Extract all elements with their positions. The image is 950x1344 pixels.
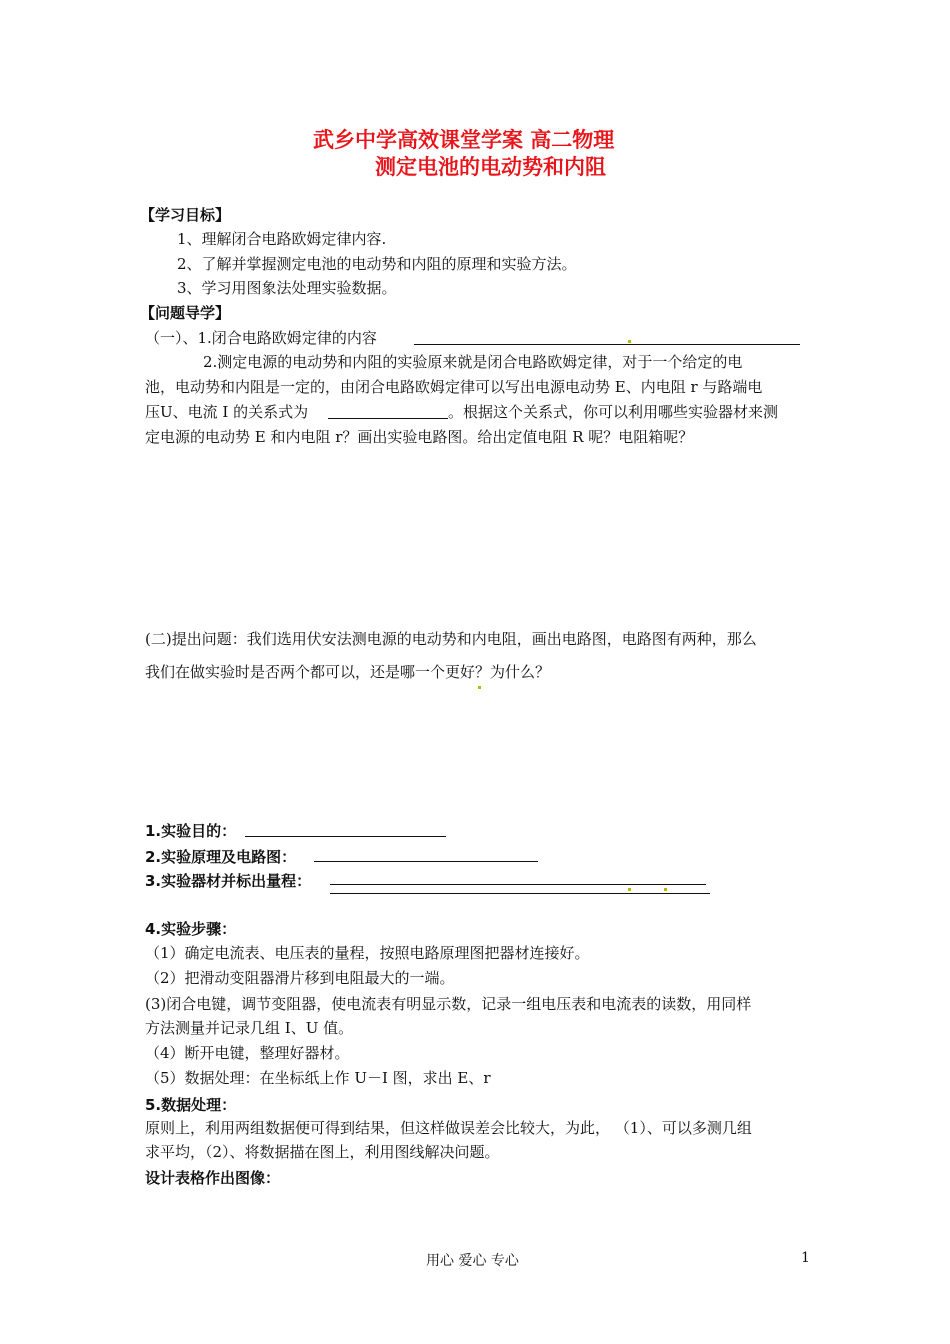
question-2-line-3b: 。根据这个关系式，你可以利用哪些实验器材来测 bbox=[448, 403, 779, 421]
footer-motto: 用心 爱心 专心 bbox=[426, 1253, 519, 1269]
experiment-purpose-label: 1.实验目的： bbox=[145, 822, 237, 840]
part-2-line-1: (二)提出问题：我们选用伏安法测电源的电动势和内电阻，画出电路图，电路图有两种，那么 bbox=[145, 630, 757, 648]
objective-item: 3、学习用图象法处理实验数据。 bbox=[177, 279, 397, 297]
page-number: 1 bbox=[801, 1250, 810, 1266]
step-item: （4）断开电键，整理好器材。 bbox=[145, 1044, 350, 1062]
speck-mark bbox=[664, 888, 667, 891]
step-item: （1）确定电流表、电压表的量程，按照电路原理图把器材连接好。 bbox=[145, 944, 590, 962]
experiment-equipment-label: 3.实验器材并标出量程： bbox=[145, 872, 312, 890]
question-2-line-2: 池，电动势和内阻是一定的，由闭合电路欧姆定律可以写出电源电动势 E、内电阻 r 与路端电 bbox=[145, 378, 763, 396]
part-2-line-2: 我们在做实验时是否两个都可以，还是哪一个更好？为什么？ bbox=[145, 663, 551, 681]
speck-mark bbox=[478, 686, 481, 689]
step-item: 方法测量并记录几组 I、U 值。 bbox=[145, 1019, 354, 1037]
step-item: （2）把滑动变阻器滑片移到电阻最大的一端。 bbox=[145, 969, 455, 987]
speck-mark bbox=[628, 340, 631, 343]
question-2-line-1: 2.测定电源的电动势和内阻的实验原来就是闭合电路欧姆定律，对于一个给定的电 bbox=[203, 353, 743, 371]
step-item: (3)闭合电键，调节变阻器，使电流表有明显示数，记录一组电压表和电流表的读数，用同样 bbox=[145, 995, 752, 1013]
experiment-principle-label: 2.实验原理及电路图： bbox=[145, 848, 297, 866]
table-heading: 设计表格作出图像： bbox=[145, 1169, 281, 1187]
equipment-blank-2[interactable] bbox=[330, 893, 710, 894]
data-processing-heading: 5.数据处理： bbox=[145, 1096, 237, 1114]
purpose-blank[interactable] bbox=[245, 836, 446, 837]
equipment-blank-1[interactable] bbox=[330, 884, 706, 885]
answer-blank-1[interactable] bbox=[414, 344, 800, 345]
data-processing-line-1: 原则上，利用两组数据便可得到结果，但这样做误差会比较大，为此， （1）、可以多测几组 bbox=[145, 1119, 752, 1137]
objectives-heading: 【学习目标】 bbox=[140, 206, 231, 224]
speck-mark bbox=[628, 888, 631, 891]
objective-item: 2、了解并掌握测定电池的电动势和内阻的原理和实验方法。 bbox=[177, 255, 577, 273]
title-line-2: 测定电池的电动势和内阻 bbox=[375, 155, 606, 179]
relation-blank[interactable] bbox=[328, 418, 448, 419]
question-2-line-3a: 压U、电流 I 的关系式为 bbox=[145, 403, 309, 421]
steps-heading: 4.实验步骤： bbox=[145, 920, 237, 938]
guide-heading: 【问题导学】 bbox=[140, 304, 231, 322]
step-item: （5）数据处理：在坐标纸上作 U－I 图，求出 E、r bbox=[145, 1069, 491, 1087]
objective-item: 1、理解闭合电路欧姆定律内容. bbox=[177, 230, 387, 248]
data-processing-line-2: 求平均，（2）、将数据描在图上，利用图线解决问题。 bbox=[145, 1143, 500, 1161]
question-1: （一）、1.闭合电路欧姆定律的内容 bbox=[145, 329, 377, 347]
principle-blank[interactable] bbox=[314, 861, 538, 862]
question-2-line-4: 定电源的电动势 E 和内电阻 r？画出实验电路图。给出定值电阻 R 呢？电阻箱呢？ bbox=[145, 428, 694, 446]
title-line-1: 武乡中学高效课堂学案 高二物理 bbox=[313, 128, 615, 152]
